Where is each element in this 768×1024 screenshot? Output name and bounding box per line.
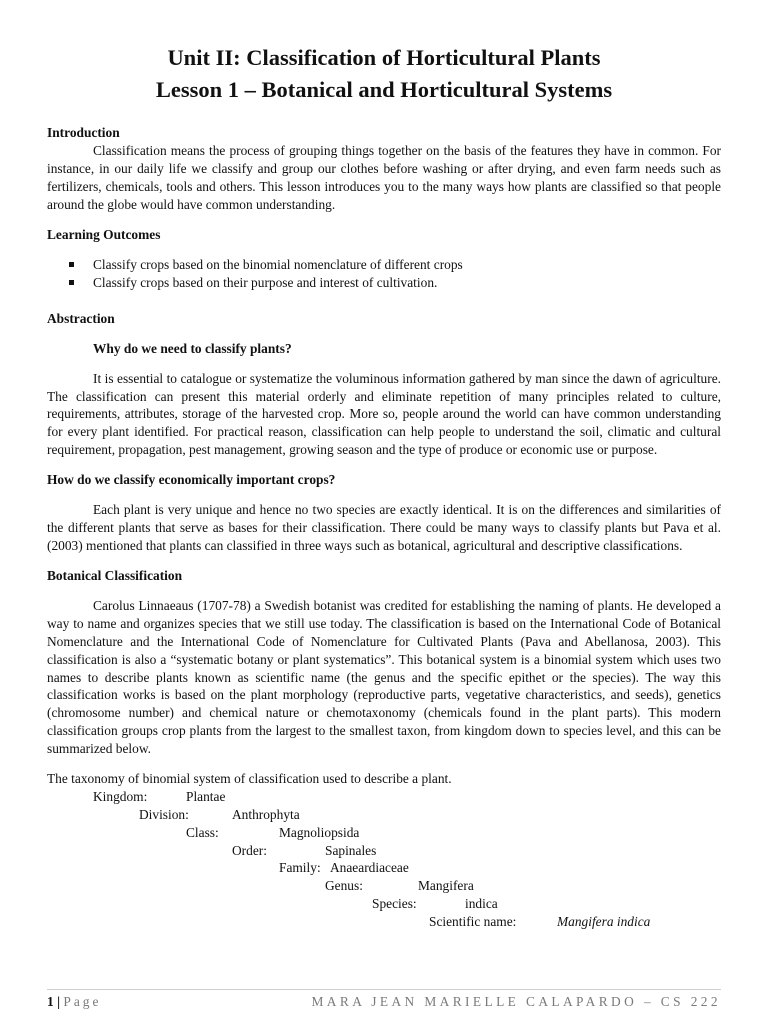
abstraction-heading: Abstraction: [47, 310, 115, 326]
taxonomy-row-order: Order: Sapinales: [232, 842, 377, 858]
botanical-classification-paragraph: Carolus Linnaeaus (1707-78) a Swedish botanist was credited for establishing the naming of plants. He developed a way to name and organizes species that we still use today. The classification is based on the International Code of Botanical Nomenclature and the International Code of Nomenclature for Cultivated Plants (Pava and Abellanosa, 2003). This classification is also a “systematic botany or plant systematics”. This botanical system is a binomial system which uses two names to describe plants known as scientific name (the genus and the specific epithet or the species). The way this classification works is based on the plant morphology (reproductive parts, vegetative characteristics, and seeds), genetics (chromosome number) and chemical nature or chemotaxonomy (chemicals found in the plant parts). This modern classification groups crop plants from the largest to the smallest taxon, from kingdom down to species level, and this can be summarized below.: [47, 597, 721, 757]
how-classify-paragraph: Each plant is very unique and hence no two species are exactly identical. It is on the differences and similarities of the different plants that serve as bases for their classification. There could be many ways to classify plants but Pava et al. (2003) mentioned that plants can classified in three ways such as botanical, agricultural and descriptive classifications.: [47, 502, 721, 553]
why-classify-question: Why do we need to classify plants?: [93, 340, 292, 356]
lesson-title: Lesson 1 – Botanical and Horticultural Systems: [155, 77, 613, 102]
introduction-heading: Introduction: [47, 125, 120, 140]
taxonomy-row-scientific-name: Scientific name: Mangifera indica: [429, 914, 651, 930]
bullet-icon: [69, 262, 74, 267]
unit-title: Unit II: Classification of Horticultural Plants: [167, 45, 601, 70]
page-number-label: 1 | Page: [47, 994, 102, 1009]
taxonomy-row-species: Species: indica: [372, 896, 498, 912]
taxonomy-intro: The taxonomy of binomial system of classification used to describe a plant.: [47, 771, 452, 787]
bullet-icon: [69, 280, 74, 285]
page-footer: [47, 989, 721, 1012]
why-classify-paragraph: It is essential to catalogue or systematize the voluminous information gathered by man since the dawn of agriculture. The classification can present this material orderly and eliminate repetition of many principles related to culture, requirements, attributes, storage of the harvested crop. More so, people around the world can have common understanding for every plant identified. For practical reason, classification can help people to understand the soil, climatic and cultural requirement, propagation, pest management, growing season and the type of produce or economic use or purpose.: [47, 370, 721, 458]
how-classify-question: How do we classify economically important crops?: [47, 472, 336, 488]
learning-outcomes-heading: Learning Outcomes: [47, 226, 161, 242]
list-item: Classify crops based on their purpose and interest of cultivation.: [47, 274, 721, 292]
learning-outcomes-list: [47, 256, 721, 292]
taxonomy-row-kingdom: Kingdom: Plantae: [93, 788, 226, 804]
taxonomy-row-class: Class: Magnoliopsida: [186, 824, 360, 840]
taxonomy-row-genus: Genus: Mangifera: [325, 878, 474, 894]
list-item: Classify crops based on the binomial nomenclature of different crops: [47, 256, 721, 274]
footer-author: MARA JEAN MARIELLE CALAPARDO – CS 222: [311, 994, 721, 1009]
taxonomy-row-division: Division: Anthrophyta: [139, 806, 300, 822]
introduction-paragraph: Classification means the process of grouping things together on the basis of the features they have in common. For instance, in our daily life we classify and group our clothes before washing or after drying, and even farm needs such as fertilizers, chemicals, tools and others. This lesson introduces you to the many ways how plants are classified so that people around the globe would have common understanding.: [47, 143, 721, 212]
document-page: [47, 42, 721, 931]
botanical-classification-heading: Botanical Classification: [47, 567, 183, 583]
taxonomy-block: [47, 770, 721, 931]
taxonomy-row-family: Family: Anaeardiaceae: [279, 860, 409, 876]
